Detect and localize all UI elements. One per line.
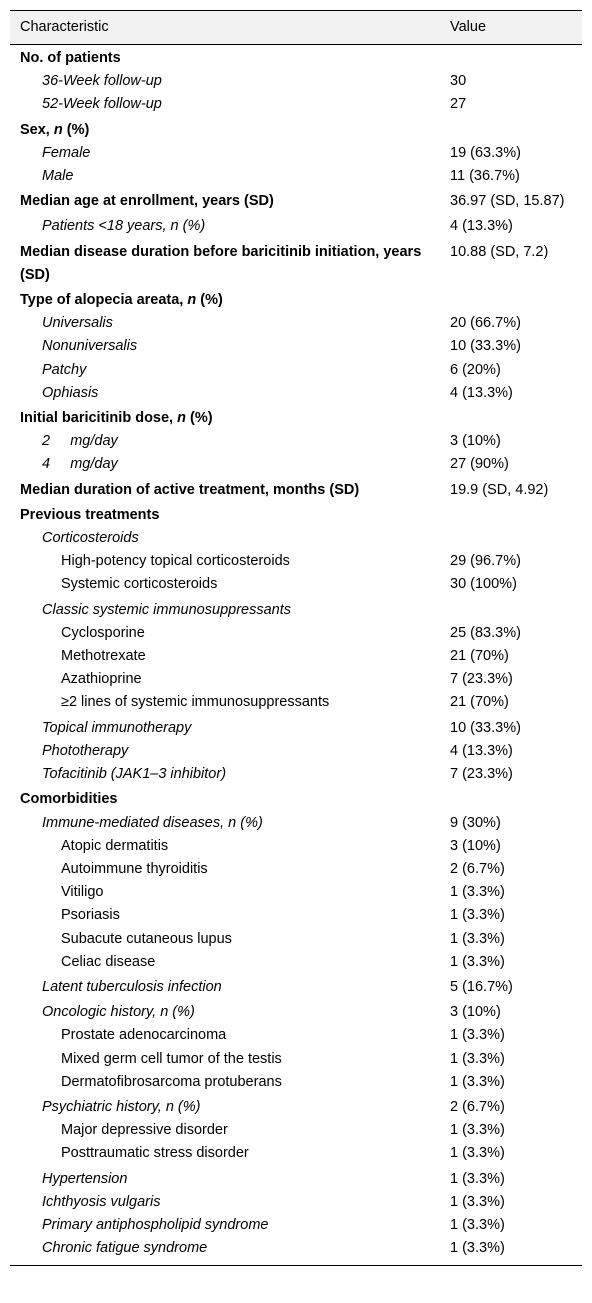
table-row [10,974,582,999]
row-label: Autoimmune thyroiditis [61,860,208,877]
row-value: 1 (3.3%) [450,1170,505,1187]
row-label: Sex, n (%) [20,121,90,138]
row-value: 1 (3.3%) [450,1216,505,1233]
table-row [10,287,582,312]
table-row [10,858,582,881]
row-value: 7 (23.3%) [450,766,513,783]
row-value: 10 (33.3%) [450,719,521,736]
row-label: 36-Week follow-up [42,73,162,90]
row-label: Cyclosporine [61,624,145,641]
table-row [10,951,582,974]
row-label: Psoriasis [61,907,120,924]
table-row [10,740,582,763]
row-value: 11 (36.7%) [450,168,520,185]
header-characteristic: Characteristic [10,11,450,45]
table-row [10,1237,582,1266]
row-label: Ichthyosis vulgaris [42,1193,161,1210]
row-label: Median duration of active treatment, months (SD) [20,481,360,498]
table-row [10,93,582,116]
table-row [10,359,582,382]
row-value: 30 (100%) [450,576,517,593]
row-value: 1 (3.3%) [450,930,505,947]
row-value [450,786,582,811]
row-value [450,287,582,312]
row-label: Posttraumatic stress disorder [61,1145,249,1162]
row-value [450,597,582,622]
row-value: 19 (63.3%) [450,144,521,161]
table-row [10,928,582,951]
row-label: Prostate adenocarcinoma [61,1027,227,1044]
row-value: 19.9 (SD, 4.92) [450,481,549,498]
row-label: Psychiatric history, n (%) [42,1098,201,1115]
table-row [10,645,582,668]
row-label: Mixed germ cell tumor of the testis [61,1050,282,1067]
row-value: 36.97 (SD, 15.87) [450,193,565,210]
row-label: Classic systemic immunosuppressants [42,601,291,618]
table-row [10,239,582,287]
row-label: Atopic dermatitis [61,837,169,854]
row-value: 2 (6.7%) [450,1098,505,1115]
row-value: 1 (3.3%) [450,1145,505,1162]
row-value: 1 (3.3%) [450,1193,505,1210]
row-label: Ophiasis [42,384,99,401]
row-label: Patients <18 years, n (%) [42,218,206,235]
row-value: 3 (10%) [450,433,501,450]
table-row [10,430,582,453]
row-value: 2 (6.7%) [450,860,505,877]
row-value: 1 (3.3%) [450,1027,505,1044]
table-row [10,1094,582,1119]
row-value: 27 (90%) [450,456,509,473]
row-value: 29 (96.7%) [450,553,521,570]
row-value: 3 (10%) [450,1004,501,1021]
table-row [10,715,582,740]
table-row [10,1142,582,1165]
table-row [10,502,582,527]
row-label: Vitiligo [61,884,104,901]
row-value: 27 [450,96,467,113]
table-row [10,142,582,165]
table-row [10,881,582,904]
row-label: Chronic fatigue syndrome [10,1237,450,1266]
row-value: 10.88 (SD, 7.2) [450,243,549,260]
row-value: 21 (70%) [450,648,509,665]
row-label: Latent tuberculosis infection [42,978,222,995]
row-label: Universalis [42,315,113,332]
table-row [10,1166,582,1191]
table-row [10,904,582,927]
table-row [10,527,582,550]
table-row [10,573,582,596]
table-row [10,405,582,430]
table-row [10,477,582,502]
row-value: 5 (16.7%) [450,978,513,995]
table-row [10,622,582,645]
row-value: 1 (3.3%) [450,1237,582,1266]
row-value: 1 (3.3%) [450,907,505,924]
header-value: Value [450,11,582,45]
table-row [10,45,582,71]
table-row [10,188,582,213]
row-label: No. of patients [20,50,121,66]
row-value [450,45,582,71]
table-row [10,597,582,622]
row-label: Azathioprine [61,671,142,688]
table-row [10,812,582,835]
row-value: 1 (3.3%) [450,953,505,970]
row-label: 52-Week follow-up [42,96,162,113]
row-label: Male [42,168,74,185]
row-value: 4 (13.3%) [450,742,513,759]
row-label: Median disease duration before baricitinib initiation, years (SD) [20,243,422,283]
table-row [10,786,582,811]
row-label: Previous treatments [20,506,160,523]
table-row [10,1119,582,1142]
table-row [10,1024,582,1047]
row-label: Type of alopecia areata, n (%) [20,292,223,309]
table-row [10,382,582,405]
row-label: Oncologic history, n (%) [42,1004,195,1021]
row-label: Tofacitinib (JAK1–3 inhibitor) [42,766,227,783]
table-row [10,117,582,142]
row-label: Median age at enrollment, years (SD) [20,193,274,210]
table-row [10,550,582,573]
row-value [450,405,582,430]
row-label: ≥2 lines of systemic immunosuppressants [61,694,330,711]
row-value: 9 (30%) [450,814,501,831]
row-value [450,502,582,527]
row-value: 30 [450,73,467,90]
row-value: 1 (3.3%) [450,884,505,901]
row-label: 4 mg/day [42,456,118,473]
row-label: Major depressive disorder [61,1122,228,1139]
row-value: 21 (70%) [450,694,509,711]
row-label: High-potency topical corticosteroids [61,553,290,570]
table-row [10,312,582,335]
table-row [10,165,582,188]
row-label: Immune-mediated diseases, n (%) [42,814,263,831]
row-value: 6 (20%) [450,361,501,378]
row-value: 4 (13.3%) [450,218,513,235]
row-label: Systemic corticosteroids [61,576,218,593]
table-row [10,668,582,691]
row-label: Subacute cutaneous lupus [61,930,232,947]
table-row [10,763,582,786]
characteristics-table [10,10,582,1266]
row-label: Initial baricitinib dose, n (%) [20,410,213,427]
row-label: Comorbidities [20,791,118,808]
row-label: Methotrexate [61,648,146,665]
row-label: Corticosteroids [42,530,139,547]
row-label: Nonuniversalis [42,338,138,355]
table-row [10,691,582,714]
table-row [10,213,582,238]
table-row [10,335,582,358]
table-row [10,1071,582,1094]
table-row [10,1048,582,1071]
row-value: 10 (33.3%) [450,338,521,355]
row-label: Phototherapy [42,742,129,759]
row-label: Celiac disease [61,953,156,970]
row-label: Primary antiphospholipid syndrome [42,1216,269,1233]
row-label: 2 mg/day [42,433,118,450]
row-value: 3 (10%) [450,837,501,854]
row-label: Topical immunotherapy [42,719,192,736]
row-value: 1 (3.3%) [450,1122,505,1139]
table-row [10,453,582,476]
row-value: 1 (3.3%) [450,1050,505,1067]
table-header-row [10,11,582,45]
table-row [10,1214,582,1237]
row-value [450,117,582,142]
table-row [10,1191,582,1214]
row-value: 20 (66.7%) [450,315,521,332]
row-value: 7 (23.3%) [450,671,513,688]
table-row [10,70,582,93]
row-value: 25 (83.3%) [450,624,521,641]
row-label: Hypertension [42,1170,128,1187]
row-value [450,527,582,550]
row-label: Patchy [42,361,87,378]
row-label: Female [42,144,91,161]
table-row [10,835,582,858]
row-label: Dermatofibrosarcoma protuberans [61,1073,282,1090]
table-row [10,999,582,1024]
row-value: 4 (13.3%) [450,384,513,401]
row-value: 1 (3.3%) [450,1073,505,1090]
